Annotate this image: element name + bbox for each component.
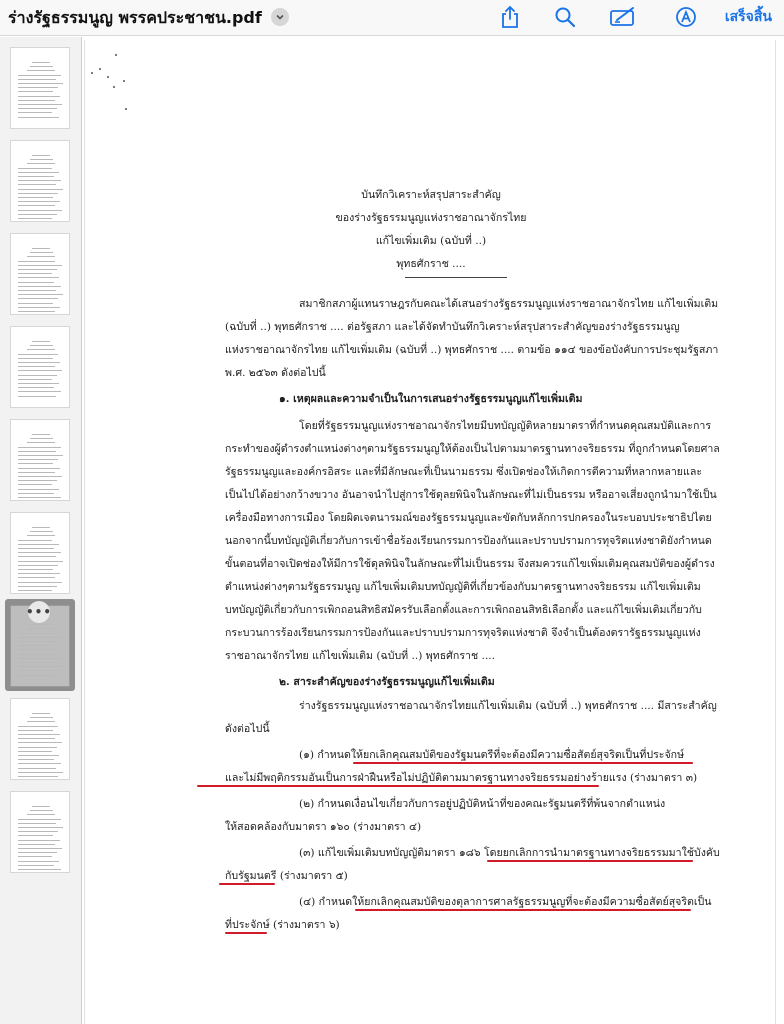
thumbnail-text-line <box>30 66 53 67</box>
thumbnail-text-line <box>30 624 53 625</box>
thumbnail-text-line <box>18 303 53 304</box>
thumbnail-text-line <box>18 544 59 545</box>
thumbnail-text-line <box>18 573 60 574</box>
thumbnail-text-line <box>18 83 63 84</box>
thumbnail-text-line <box>32 434 50 435</box>
thumbnail-text-line <box>18 396 56 397</box>
share-icon[interactable] <box>497 4 523 30</box>
thumbnail-text-line <box>27 535 55 536</box>
thumbnail-text-line <box>18 755 59 756</box>
thumbnail-text-line <box>18 649 59 650</box>
thumbnail-text-line <box>30 438 53 439</box>
thumbnail-text-line <box>18 493 54 494</box>
thumbnail-text-line <box>18 484 52 485</box>
item-line: (๓) แก้ไขเพิ่มเติมบทบัญญัติมาตรา ๑๘๖ โดยยกเลิกการนำมาตรฐานทางจริยธรรมมาใช้บังคับ <box>299 847 720 859</box>
thumbnail-text-line <box>18 391 61 392</box>
thumbnail-text-line <box>18 768 56 769</box>
thumbnail-text-line <box>18 210 62 211</box>
page-thumbnail[interactable] <box>10 140 70 222</box>
scan-speck <box>113 86 115 88</box>
thumbnail-text-line <box>18 265 62 266</box>
markup-icon[interactable] <box>608 4 640 30</box>
thumbnail-text-line <box>18 840 60 841</box>
thumbnail-text-line <box>18 662 56 663</box>
thumbnail-text-line <box>18 201 60 202</box>
thumbnail-text-line <box>18 861 59 862</box>
intro-line: พ.ศ. ๒๕๖๓ ดังต่อไปนี้ <box>225 367 326 379</box>
thumbnail-text-line <box>18 540 52 541</box>
thumbnail-text-line <box>27 256 55 257</box>
top-toolbar <box>0 0 784 36</box>
thumbnail-text-line <box>32 248 50 249</box>
thumbnail-text-line <box>18 100 55 101</box>
body-line: กระบวนการร้องเรียนกรรมการป้องกันและปราบปรามการทุจริตแห่งชาติ จึงจำเป็นต้องตรารัฐธรรมนูญแห่ง <box>225 627 701 639</box>
thumbnail-text-line <box>18 569 53 570</box>
thumbnail-text-line <box>18 91 53 92</box>
thumbnail-text-line <box>27 814 55 815</box>
thumbnail-text-line <box>18 273 52 274</box>
thumbnail-text-line <box>18 218 52 219</box>
item-line: (๒) กำหนดเงื่อนไขเกี่ยวกับการอยู่ปฏิบัติหน้าที่ของคณะรัฐมนตรีที่พ้นจากตำแหน่ง <box>299 798 666 810</box>
thumbnail-text-line <box>18 772 63 773</box>
thumbnail-text-line <box>18 298 58 299</box>
annotate-icon[interactable] <box>673 4 699 30</box>
highlight-underline <box>225 932 267 934</box>
section-heading: ๑. เหตุผลและความจำเป็นในการเสนอร่างรัฐธรรมนูญแก้ไขเพิ่มเติม <box>279 393 583 405</box>
thumbnail-text-line <box>30 159 53 160</box>
more-options-button[interactable]: ••• <box>28 601 50 623</box>
thumbnail-text-line <box>18 286 61 287</box>
thumbnail-text-line <box>30 252 53 253</box>
thumbnail-text-line <box>30 345 53 346</box>
thumbnail-text-line <box>18 447 61 448</box>
thumbnail-text-line <box>18 586 57 587</box>
thumbnail-text-line <box>18 844 55 845</box>
thumbnail-text-line <box>18 180 61 181</box>
page-thumbnail[interactable] <box>10 512 70 594</box>
thumbnail-text-line <box>18 362 60 363</box>
thumbnail-text-line <box>18 184 56 185</box>
thumbnail-text-line <box>18 776 58 777</box>
intro-line: (ฉบับที่ ..) พุทธศักราช .... ต่อรัฐสภา และได้จัดทำบันทึกวิเคราะห์สรุปสาระสำคัญของร่างรัฐธรรมนูญ <box>225 321 680 333</box>
highlight-underline <box>353 762 693 764</box>
scan-speck <box>123 80 125 82</box>
thumbnail-text-line <box>32 155 50 156</box>
intro-line: แห่งราชอาณาจักรไทย แก้ไขเพิ่มเติม (ฉบับที่ ..) พุทธศักราช .... ตามข้อ ๑๑๔ ของข้อบังคับการประชุมรัฐสภา <box>225 344 719 356</box>
thumbnail-text-line <box>18 463 53 464</box>
highlight-underline <box>487 860 693 862</box>
document-title[interactable]: ร่างรัฐธรรมนูญ พรรคประชาชน.pdf <box>8 8 262 27</box>
thumbnail-text-line <box>18 176 54 177</box>
body-line: เครื่องมือทางการเมือง โดยผิดเจตนารมณ์ของรัฐธรรมนูญและขัดกับหลักการปกครองในระบอบประชาธิปไตย <box>225 512 712 524</box>
body-line: ร่างรัฐธรรมนูญแห่งราชอาณาจักรไทยแก้ไขเพิ่มเติม (ฉบับที่ ..) พุทธศักราช .... มีสาระสำคัญ <box>299 700 717 712</box>
highlight-underline <box>219 883 275 885</box>
thumbnail-text-line <box>18 827 63 828</box>
page-thumbnail[interactable] <box>10 326 70 408</box>
thumbnail-text-line <box>18 358 53 359</box>
item-line: และไม่มีพฤติกรรมอันเป็นการฝ่าฝืนหรือไม่ปฏิบัติตามมาตรฐานทางจริยธรรมอย่างร้ายแรง (ร่างมาตรา ๓) <box>225 772 698 784</box>
thumbnail-text-line <box>18 831 58 832</box>
thumbnail-text-line <box>30 810 53 811</box>
thumbnail-text-line <box>18 480 57 481</box>
doc-title-line: ของร่างรัฐธรรมนูญแห่งราชอาณาจักรไทย <box>335 212 527 224</box>
thumbnail-text-line <box>18 383 59 384</box>
thumbnail-text-line <box>18 282 54 283</box>
thumbnail-text-line <box>18 654 54 655</box>
thumbnail-text-line <box>18 645 52 646</box>
thumbnail-text-line <box>18 552 61 553</box>
thumbnail-text-line <box>18 819 61 820</box>
thumbnail-text-line <box>18 489 59 490</box>
thumbnail-text-line <box>18 172 59 173</box>
thumbnail-text-line <box>30 717 53 718</box>
thumbnail-text-line <box>18 726 58 727</box>
scan-speck <box>107 76 109 78</box>
thumbnail-text-line <box>18 742 62 743</box>
thumbnail-text-line <box>18 379 52 380</box>
thumbnail-text-line <box>18 468 60 469</box>
page-thumbnail[interactable] <box>10 419 70 501</box>
scan-speck <box>91 72 93 74</box>
thumbnail-text-line <box>32 527 50 528</box>
thumbnail-text-line <box>18 556 56 557</box>
scan-speck <box>99 68 101 70</box>
thumbnail-text-line <box>18 548 54 549</box>
search-icon[interactable] <box>552 4 578 30</box>
item-line: ที่ประจักษ์ (ร่างมาตรา ๖) <box>225 919 340 931</box>
thumbnail-text-line <box>18 214 57 215</box>
thumbnail-text-line <box>18 658 61 659</box>
thumbnail-text-line <box>18 459 58 460</box>
thumbnail-text-line <box>18 366 55 367</box>
thumbnail-text-line <box>18 823 56 824</box>
thumbnail-text-line <box>18 852 57 853</box>
body-line: ตำแหน่งต่างๆตามรัฐธรรมนูญ แก้ไขเพิ่มเติมบทบัญญัติที่เกี่ยวข้องกับมาตรฐานทางจริยธรรม แก้ไขเพิ่มเติม <box>225 581 701 593</box>
page-thumbnail[interactable] <box>10 233 70 315</box>
thumbnail-text-line <box>18 261 55 262</box>
thumbnail-text-line <box>18 835 53 836</box>
doc-title-line: พุทธศักราช .... <box>396 258 466 270</box>
item-line: ให้สอดคล้องกับมาตรา ๑๖๐ (ร่างมาตรา ๔) <box>225 821 422 833</box>
thumbnail-text-line <box>18 112 52 113</box>
thumbnail-text-line <box>18 759 54 760</box>
thumbnail-text-line <box>18 189 63 190</box>
thumbnail-text-line <box>18 96 60 97</box>
intro-line: สมาชิกสภาผู้แทนราษฎรกับคณะได้เสนอร่างรัฐธรรมนูญแห่งราชอาณาจักรไทย แก้ไขเพิ่มเติม <box>299 298 719 310</box>
thumbnail-text-line <box>18 565 58 566</box>
thumbnail-text-line <box>18 670 58 671</box>
thumbnail-text-line <box>32 62 50 63</box>
page-thumbnail[interactable] <box>10 791 70 873</box>
thumbnail-text-line <box>32 806 50 807</box>
thumbnail-text-line <box>18 730 53 731</box>
thumbnail-text-line <box>18 472 55 473</box>
thumbnail-text-line <box>18 577 55 578</box>
thumbnail-text-line <box>18 197 53 198</box>
thumbnail-text-line <box>18 476 62 477</box>
thumbnail-text-line <box>18 193 58 194</box>
doc-title-line: แก้ไขเพิ่มเติม (ฉบับที่ ..) <box>375 235 487 247</box>
thumbnail-text-line <box>18 117 59 118</box>
thumbnail-text-line <box>18 290 56 291</box>
thumbnail-text-line <box>18 865 54 866</box>
thumbnail-text-line <box>18 666 63 667</box>
thumbnail-text-line <box>18 869 61 870</box>
thumbnail-text-line <box>18 168 52 169</box>
body-line: นอกจากนี้บทบัญญัติเกี่ยวกับการเข้าชื่อร้องเรียนกรรมการป้องกันและปราบปรามการทุจริตแห่งชาติยังกำหนด <box>225 535 712 547</box>
thumbnail-text-line <box>18 582 62 583</box>
body-line: ราชอาณาจักรไทย แก้ไขเพิ่มเติม (ฉบับที่ ..) พุทธศักราช .... <box>225 650 495 662</box>
body-line: กระทำของผู้ดำรงตำแหน่งต่างๆตามรัฐธรรมนูญให้ต้องเป็นไปตามมาตรฐานทางจริยธรรม ที่ถูกกำหนดโดยศาล <box>225 443 720 455</box>
highlight-underline <box>197 785 599 787</box>
thumbnail-text-line <box>18 590 52 591</box>
thumbnail-text-line <box>32 341 50 342</box>
document-page <box>84 40 776 1024</box>
thumbnail-text-line <box>27 721 55 722</box>
thumbnail-text-line <box>18 455 63 456</box>
thumbnail-text-line <box>18 848 62 849</box>
thumbnail-text-line <box>18 387 54 388</box>
thumbnail-text-line <box>18 633 55 634</box>
body-line: โดยที่รัฐธรรมนูญแห่งราชอาณาจักรไทยมีบทบัญญัติหลายมาตราที่กำหนดคุณสมบัติและการ <box>299 420 712 432</box>
thumbnail-text-line <box>18 205 55 206</box>
thumbnail-text-line <box>18 79 56 80</box>
thumbnail-text-line <box>18 277 59 278</box>
thumbnail-text-line <box>27 628 55 629</box>
done-button[interactable]: เสร็จสิ้น <box>724 9 772 25</box>
page-thumbnail[interactable] <box>10 698 70 780</box>
thumbnail-text-line <box>18 104 62 105</box>
thumbnail-text-line <box>18 294 63 295</box>
title-divider <box>405 277 507 278</box>
thumbnail-text-line <box>18 307 60 308</box>
thumbnail-text-line <box>18 641 57 642</box>
body-line: ดังต่อไปนี้ <box>225 723 270 735</box>
thumbnail-text-line <box>18 675 53 676</box>
thumbnail-text-line <box>27 70 55 71</box>
thumbnail-text-line <box>18 637 62 638</box>
body-line: บทบัญญัติเกี่ยวกับการเพิกถอนสิทธิสมัครรับเลือกตั้งและการเพิกถอนสิทธิเลือกตั้ง และแก้ไขเพิ่มเติมเกี่ยวกับ <box>225 604 702 616</box>
thumbnail-text-line <box>18 751 52 752</box>
thumbnail-text-line <box>18 451 56 452</box>
thumbnail-text-line <box>18 87 58 88</box>
body-line: รัฐธรรมนูญและองค์กรอิสระ และที่มีลักษณะที่เป็นนามธรรม ซึ่งเปิดช่องให้เกิดการตีความที่หลากหลายและ <box>225 466 703 478</box>
thumbnail-text-line <box>18 734 60 735</box>
thumbnail-text-line <box>18 763 61 764</box>
section-heading: ๒. สาระสำคัญของร่างรัฐธรรมนูญแก้ไขเพิ่มเติม <box>279 676 495 688</box>
thumbnail-text-line <box>18 497 61 498</box>
thumbnail-text-line <box>18 856 52 857</box>
scan-speck <box>115 54 117 56</box>
body-line: ขั้นตอนที่อาจเปิดช่องให้มีการใช้ดุลพินิจในลักษณะที่ไม่เป็นธรรม จึงสมควรแก้ไขเพิ่มเติมคุณสมบัติของผู้ดำรง <box>225 558 715 570</box>
thumbnail-text-line <box>18 311 55 312</box>
body-line: เป็นไปได้อย่างกว้างขวาง อันอาจนำไปสู่การใช้ดุลยพินิจในลักษณะที่ไม่เป็นธรรม หรืออาจเสี่ยงถูกนำมาใช้เป็น <box>225 489 717 501</box>
thumbnail-text-line <box>18 375 57 376</box>
thumbnail-text-line <box>18 738 55 739</box>
thumbnail-text-line <box>18 561 63 562</box>
page-thumbnail[interactable] <box>10 47 70 129</box>
scan-speck <box>125 108 127 110</box>
thumbnail-text-line <box>18 747 57 748</box>
thumbnail-text-line <box>30 531 53 532</box>
highlight-underline <box>355 909 691 911</box>
thumbnail-text-line <box>18 75 61 76</box>
thumbnail-text-line <box>27 349 55 350</box>
thumbnail-text-line <box>27 163 55 164</box>
item-line: (๔) กำหนดให้ยกเลิกคุณสมบัติของตุลาการศาลรัฐธรรมนูญที่จะต้องมีความซื่อสัตย์สุจริตเป็น <box>299 896 712 908</box>
thumbnail-text-line <box>32 713 50 714</box>
thumbnail-text-line <box>27 442 55 443</box>
thumbnail-text-line <box>18 370 62 371</box>
doc-title-line: บันทึกวิเคราะห์สรุปสาระสำคัญ <box>361 189 501 201</box>
item-line: (๑) กำหนดให้ยกเลิกคุณสมบัติของรัฐมนตรีที่จะต้องมีความซื่อสัตย์สุจริตเป็นที่ประจักษ์ <box>299 749 685 761</box>
thumbnail-text-line <box>18 108 57 109</box>
thumbnail-text-line <box>18 354 58 355</box>
thumbnail-text-line <box>18 269 57 270</box>
chevron-down-icon[interactable] <box>271 8 289 26</box>
item-line: กับรัฐมนตรี (ร่างมาตรา ๕) <box>225 870 348 882</box>
